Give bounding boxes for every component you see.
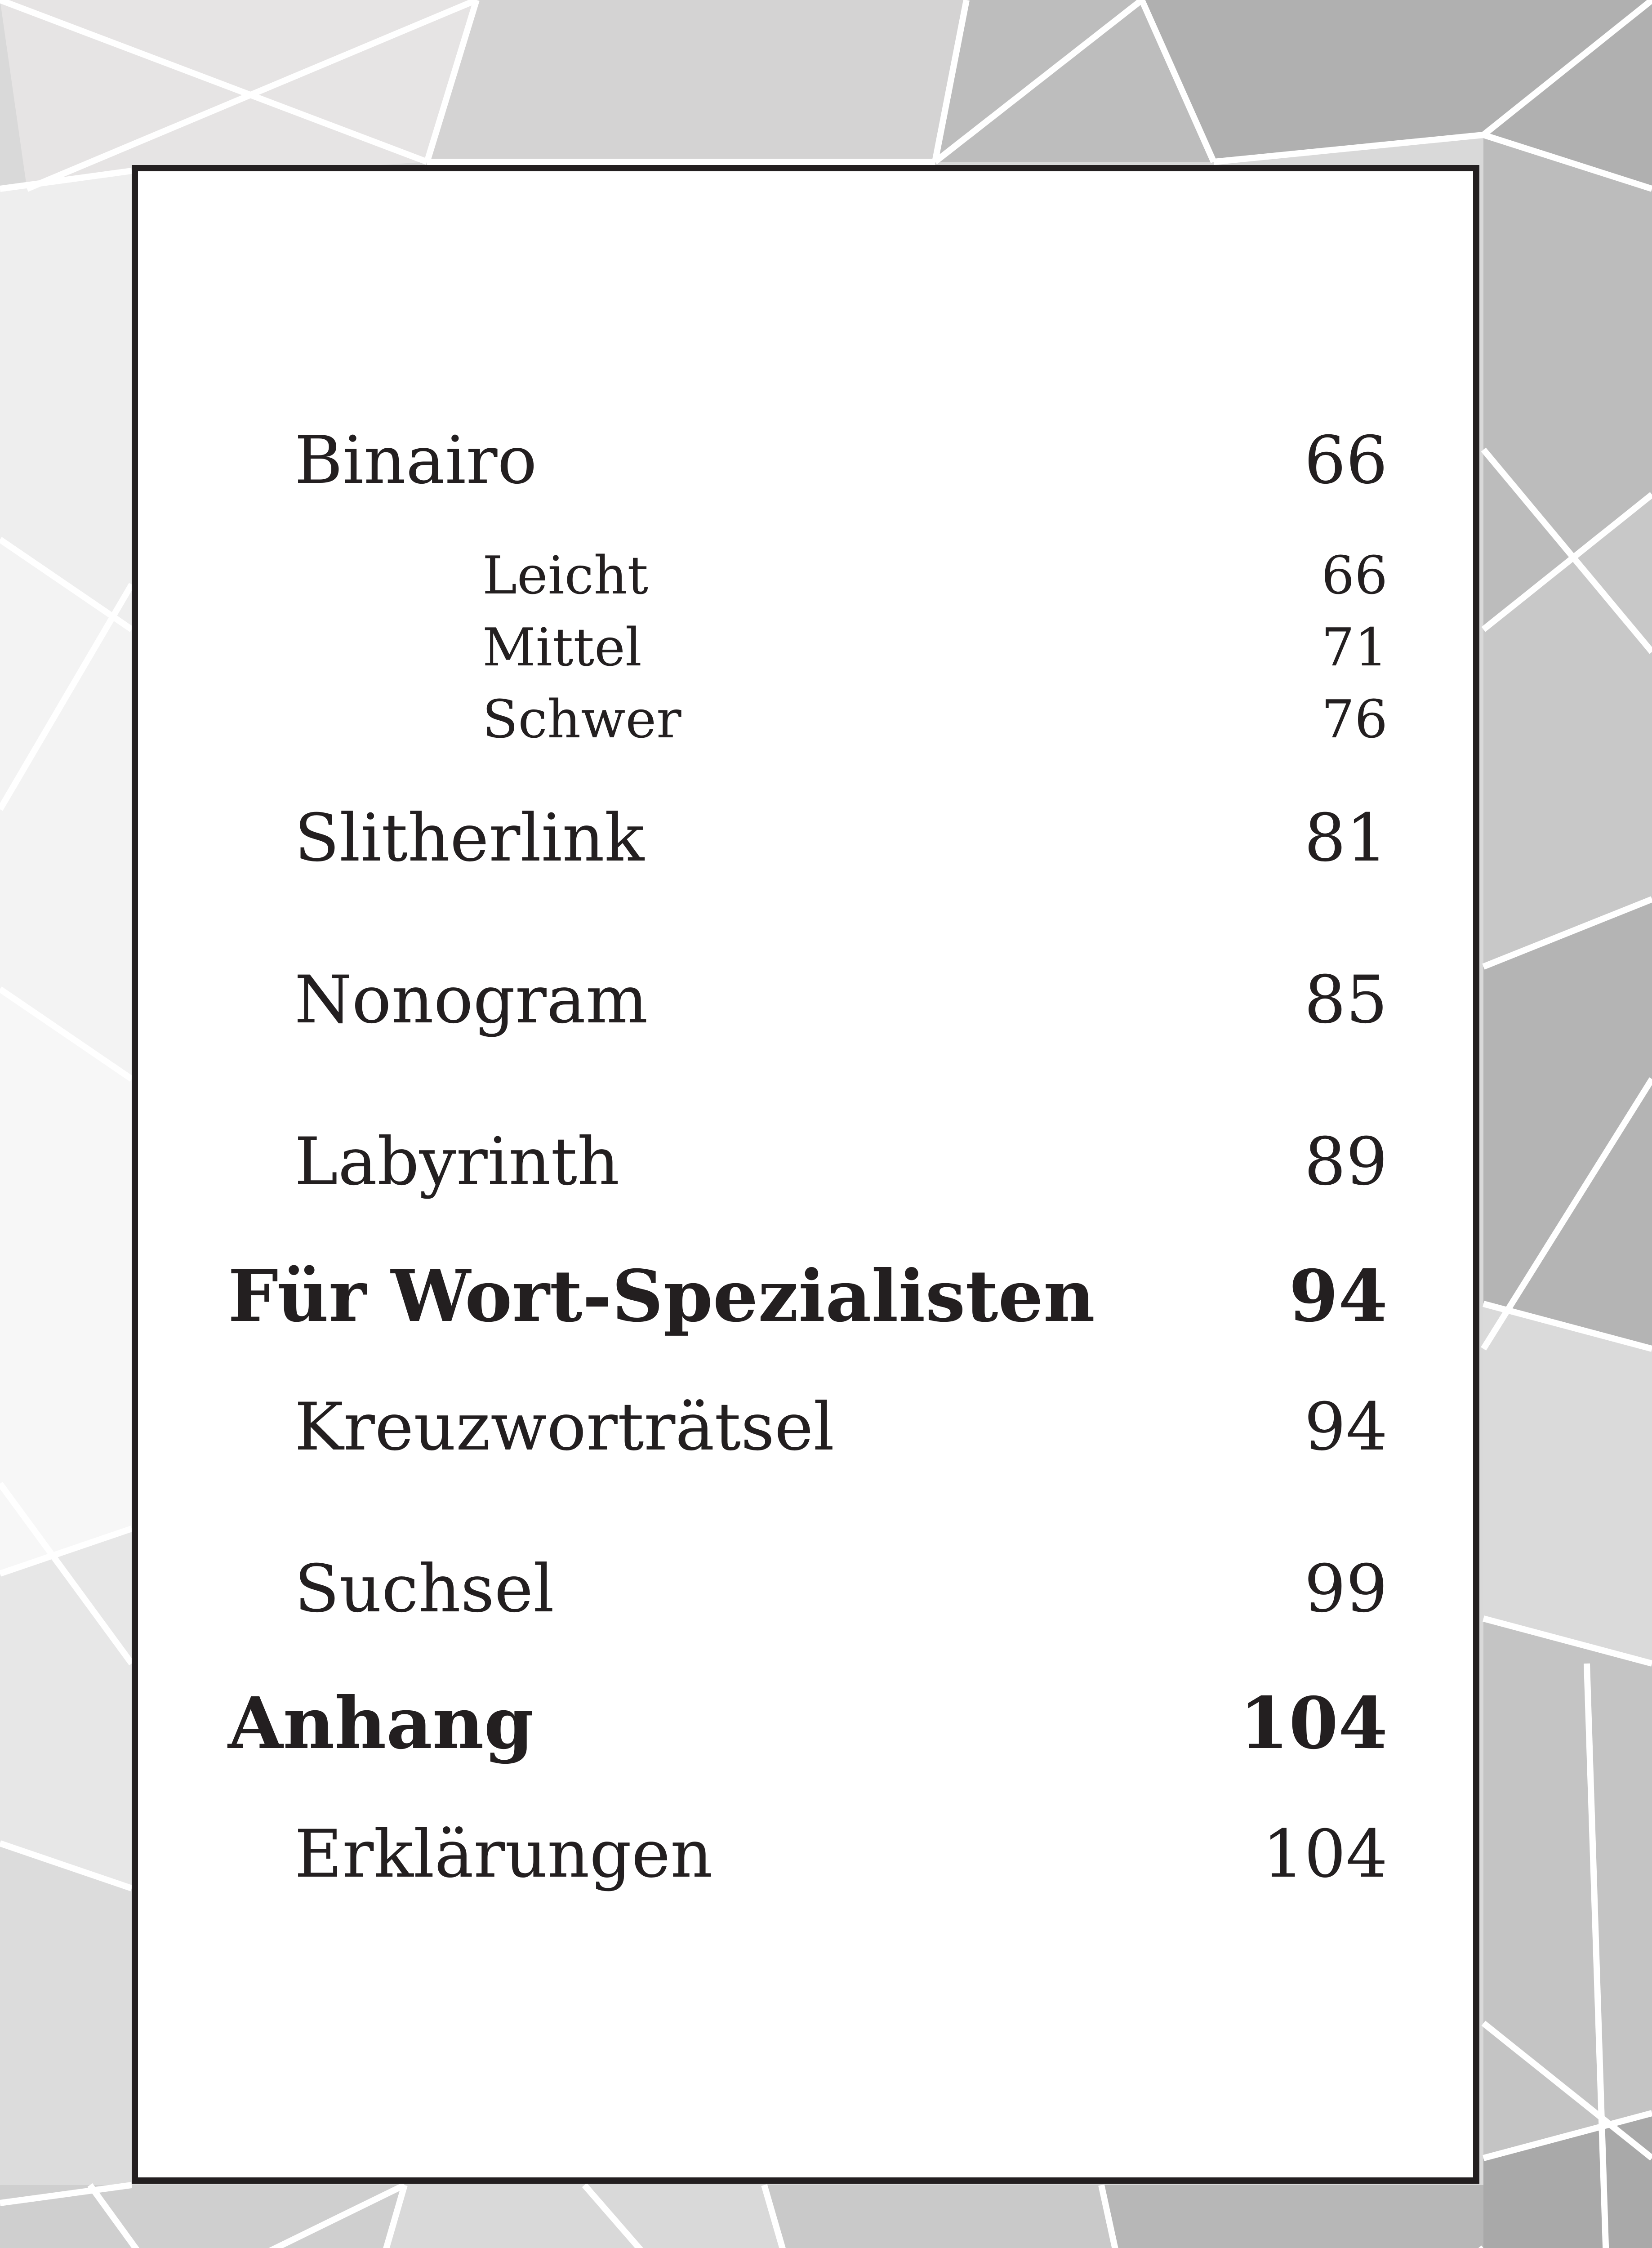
toc-entry-label: Binairo [294, 422, 537, 499]
toc-entry-page: 66 [1321, 545, 1388, 606]
toc-entry-label: Leicht [482, 545, 649, 606]
toc-entry-label: Erklärungen [294, 1816, 713, 1892]
toc-entry-page: 104 [1262, 1816, 1388, 1892]
contents-frame [132, 165, 1479, 2184]
toc-entry-label: Schwer [482, 689, 681, 750]
toc-entry-binairo[interactable] [138, 415, 1473, 505]
toc-entry-erklaerungen[interactable] [138, 1809, 1473, 1899]
toc-section-label: Für Wort-Spezialisten [228, 1255, 1095, 1338]
toc-entry-labyrinth[interactable] [138, 1117, 1473, 1207]
toc-entry-page: 89 [1304, 1124, 1388, 1200]
toc-entry-page: 66 [1304, 422, 1388, 499]
toc-entry-kreuzwortraetsel[interactable] [138, 1382, 1473, 1472]
toc-entry-page: 76 [1321, 689, 1388, 750]
toc-section-anhang[interactable] [138, 1679, 1473, 1769]
toc-entry-label: Kreuzworträtsel [294, 1389, 835, 1465]
toc-entry-label: Labyrinth [294, 1124, 620, 1200]
toc-entry-label: Slitherlink [294, 800, 645, 876]
toc-section-label: Anhang [228, 1682, 534, 1765]
toc-entry-page: 94 [1304, 1389, 1388, 1465]
toc-entry-page: 71 [1321, 617, 1388, 678]
toc-entry-nonogram[interactable] [138, 955, 1473, 1045]
toc-entry-page: 99 [1304, 1551, 1388, 1627]
toc-entry-label: Mittel [482, 617, 642, 678]
toc-section-wort-spezialisten[interactable] [138, 1252, 1473, 1342]
toc-subentry-schwer[interactable] [138, 675, 1473, 765]
toc-entry-page: 81 [1304, 800, 1388, 876]
toc-entry-suchsel[interactable] [138, 1544, 1473, 1634]
toc-entry-label: Nonogram [294, 962, 648, 1038]
toc-section-page: 104 [1239, 1682, 1388, 1765]
toc-entry-slitherlink[interactable] [138, 793, 1473, 883]
toc-section-page: 94 [1289, 1255, 1388, 1338]
toc-entry-page: 85 [1304, 962, 1388, 1038]
toc-entry-label: Suchsel [294, 1551, 554, 1627]
